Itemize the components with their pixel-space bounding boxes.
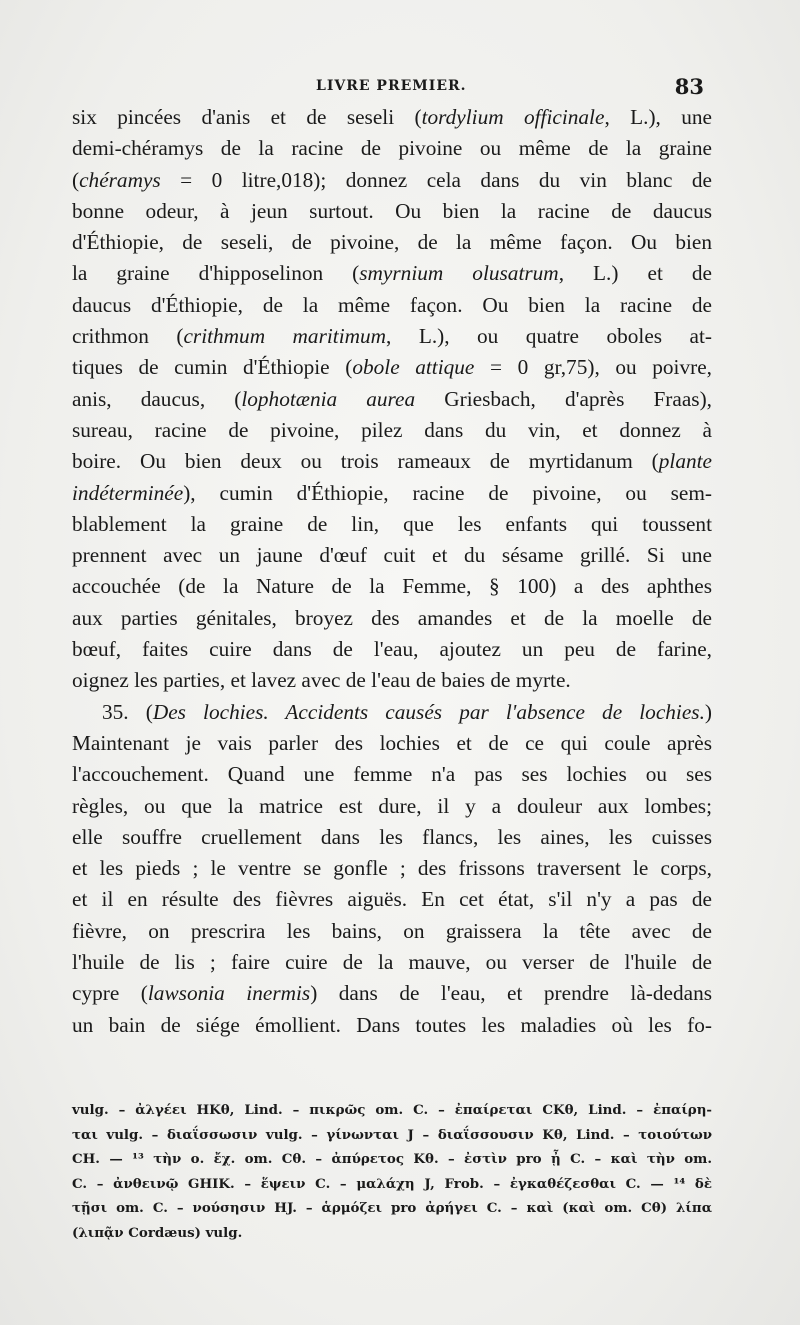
text-line: [72, 822, 712, 853]
text-span: fièvre, on prescrira les bains, on graissera la tête avec de: [72, 918, 712, 943]
text-line: [72, 165, 712, 196]
text-span: ): [704, 699, 712, 724]
text-line: [72, 728, 712, 759]
text-line: [72, 133, 712, 164]
text-span: tiques de cumin d'Éthiopie (: [72, 355, 353, 380]
text-line: [72, 697, 712, 728]
text-line: [72, 196, 712, 227]
footnote-line: (λιπᾷν Cordæus) vulg.: [72, 1224, 243, 1241]
text-line: [72, 634, 712, 665]
text-span: six pincées d'anis et de seseli (: [72, 105, 422, 129]
text-span: ) dans de l'eau, et prendre là-dedans: [310, 981, 713, 1006]
page-header: [80, 72, 712, 102]
text-span: bœuf, faites cuire dans de l'eau, ajoutez un peu de farine,: [72, 637, 712, 662]
text-span: cypre (: [72, 981, 148, 1006]
text-line: [72, 665, 712, 696]
text-span: blablement la graine de lin, que les enfants qui toussent: [72, 511, 712, 536]
text-line: [72, 352, 712, 383]
italic-text: lophotænia aurea: [241, 386, 416, 411]
text-span: demi-chéramys de la racine de pivoine ou même de la graine: [72, 136, 712, 161]
footnote-line: vulg. – ἀλγέει HKθ, Lind. – πικρῶς om. C. – ἐπαίρεται CKθ, Lind. – ἐπαίρη-: [72, 1102, 712, 1118]
text-span: la graine d'hipposelinon (: [72, 261, 360, 286]
text-span: prennent avec un jaune d'œuf cuit et du sésame grillé. Si une: [72, 543, 712, 568]
text-span: l'accouchement. Quand une femme n'a pas ses lochies ou ses: [72, 762, 712, 787]
text-span: elle souffre cruellement dans les flancs, les aines, les cuisses: [72, 824, 712, 849]
text-line: [72, 916, 712, 947]
text-span: bonne odeur, à jeun surtout. Ou bien la racine de daucus: [72, 198, 712, 223]
text-span: accouchée (de la Nature de la Femme, § 100) a des aphthes: [72, 574, 712, 599]
text-line: [72, 102, 712, 133]
text-line: [72, 290, 712, 321]
text-line: [72, 415, 712, 446]
text-line: [72, 759, 712, 790]
page-number: 83: [674, 74, 704, 99]
text-span: ), cumin d'Éthiopie, racine de pivoine, ou sem-: [183, 480, 712, 505]
text-span: (: [72, 167, 80, 192]
text-span: = 0 gr,75), ou poivre,: [474, 355, 712, 380]
text-span: aux parties génitales, broyez des amandes et de la moelle de: [72, 605, 712, 630]
text-span: et il en résulte des fièvres aiguës. En cet état, s'il n'y a pas de: [72, 887, 712, 912]
text-span: d'Éthiopie, de seseli, de pivoine, de la même façon. Ou bien: [72, 230, 712, 255]
italic-text: tordylium officinale: [421, 105, 605, 129]
text-line: [72, 478, 712, 509]
text-span: oignez les parties, et lavez avec de l'eau de baies de myrte.: [72, 668, 571, 693]
italic-text: lawsonia inermis: [147, 981, 311, 1006]
text-span: = 0 litre,018); donnez cela dans du vin blanc de: [160, 167, 712, 192]
italic-text: indéterminée: [72, 480, 184, 505]
footnote-line: C. – ἀνθεινῷ GHIK. – ἕψειν C. – μαλάχη J, Frob. – ἐγκαθέζεσθαι C. — ¹⁴ δὲ: [72, 1175, 712, 1192]
text-line: [72, 258, 712, 289]
text-span: , L.), ou quatre oboles at-: [386, 324, 712, 349]
text-line: [72, 571, 712, 602]
text-span: règles, ou que la matrice est dure, il y a douleur aux lombes;: [72, 793, 712, 818]
text-span: boire. Ou bien deux ou trois rameaux de myrtidanum (: [72, 449, 659, 474]
text-line: [72, 321, 712, 352]
text-span: et les pieds ; le ventre se gonfle ; des frissons traversent le corps,: [72, 856, 712, 881]
text-line: [72, 603, 712, 634]
footnote-line: τῇσι om. C. – νούσησιν HJ. – ἁρμόζει pro ἀρήγει C. – καὶ (καὶ om. Cθ) λίπα: [72, 1200, 712, 1216]
text-line: [72, 540, 712, 571]
text-span: , L.), une: [604, 105, 712, 129]
text-span: sureau, racine de pivoine, pilez dans du vin, et donnez à: [72, 417, 712, 442]
text-line: [72, 446, 712, 477]
text-span: daucus d'Éthiopie, de la même façon. Ou bien la racine de: [72, 292, 712, 317]
italic-text: obole attique: [352, 355, 475, 380]
text-line: [72, 1010, 712, 1041]
italic-text: plante: [658, 449, 712, 474]
footnote-line: ται vulg. – διαΐσσωσιν vulg. – γίνωνται J – διαΐσσουσιν Kθ, Lind. – τοιούτων: [72, 1126, 712, 1143]
text-line: [72, 791, 712, 822]
text-line: [72, 384, 712, 415]
text-span: anis, daucus, (: [72, 386, 242, 411]
text-line: [72, 227, 712, 258]
footnotes: [72, 1098, 712, 1245]
footnote-line: CH. — ¹³ τὴν ο. ἔχ. om. Cθ. – ἀπύρετος Kθ. – ἐστὶν pro ᾖ C. – καὶ τὴν om.: [72, 1151, 712, 1167]
text-line: [72, 947, 712, 978]
body-text: [72, 102, 712, 1041]
text-span: , L.) et de: [558, 261, 712, 286]
italic-text: smyrnium olusatrum: [359, 261, 559, 286]
text-line: [72, 884, 712, 915]
text-span: Maintenant je vais parler des lochies et de ce qui coule après: [72, 730, 712, 755]
text-span: l'huile de lis ; faire cuire de la mauve, ou verser de l'huile de: [72, 950, 712, 975]
text-span: Griesbach, d'après Fraas),: [415, 386, 712, 411]
italic-text: crithmum maritimum: [183, 324, 387, 349]
text-line: [72, 853, 712, 884]
text-line: [72, 509, 712, 540]
running-title: LIVRE PREMIER.: [316, 78, 467, 94]
text-span: crithmon (: [72, 324, 184, 349]
italic-text: chéramys: [79, 167, 161, 192]
text-line: [72, 978, 712, 1009]
italic-text: Des lochies. Accidents causés par l'absence de lochies.: [152, 699, 705, 724]
text-span: un bain de siége émollient. Dans toutes les maladies où les fo-: [72, 1012, 712, 1037]
text-span: 35. (: [102, 699, 153, 724]
